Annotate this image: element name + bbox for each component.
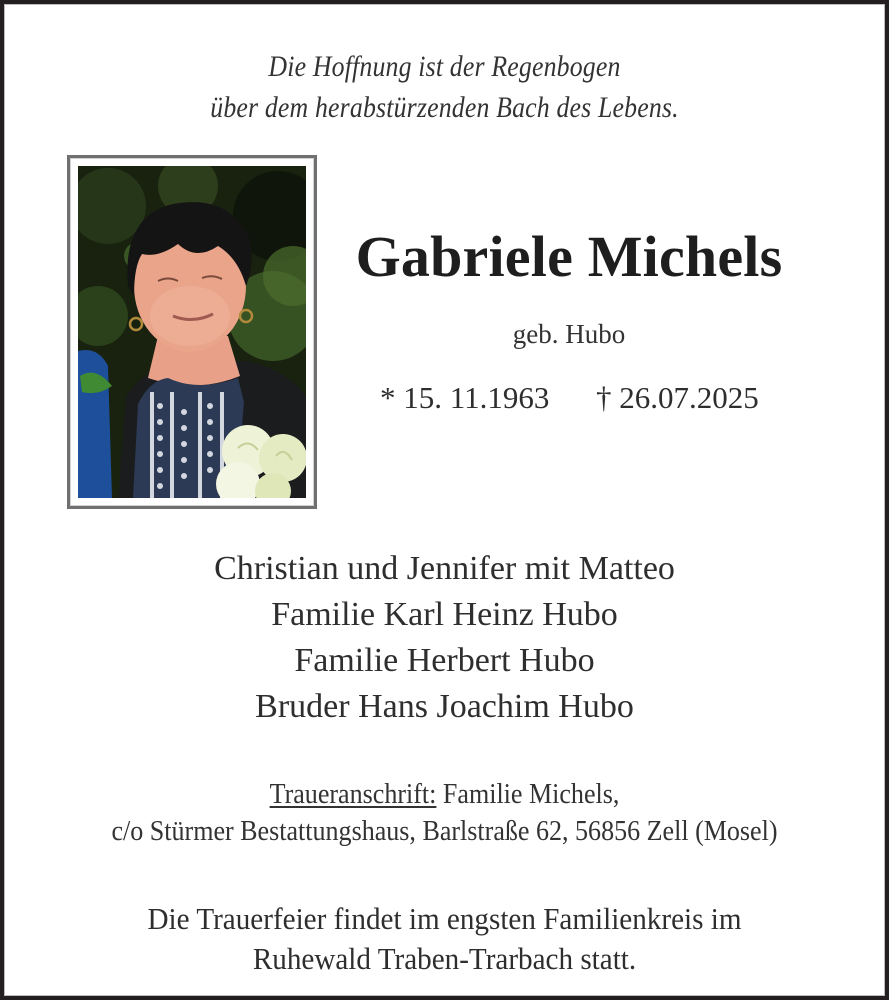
ceremony-line-1: Die Trauerfeier findet im engsten Familienkreis im [147, 901, 742, 936]
address-recipient: Familie Michels, [436, 779, 620, 810]
ceremony-info [30, 899, 858, 979]
address-line-2: c/o Stürmer Bestattungshaus, Barlstraße 62, 56856 Zell (Mosel) [111, 816, 778, 847]
motto-quote [66, 46, 824, 128]
mourners-list [4, 546, 885, 730]
motto-line-1: Die Hoffnung ist der Regenbogen [268, 50, 621, 83]
motto-line-2: über dem herabstürzenden Bach des Lebens. [210, 91, 679, 124]
maiden-name: geb. Hubo [512, 319, 626, 349]
birth-date: * 15. 11.1963 [380, 380, 550, 415]
mourner-item: Familie Karl Heinz Hubo [271, 596, 618, 633]
portrait-frame [67, 155, 317, 509]
address-label: Traueranschrift: [269, 779, 437, 810]
deceased-name: Gabriele Michels [355, 224, 783, 289]
mourning-address [35, 776, 854, 850]
ceremony-line-2: Ruhewald Traben-Trarbach statt. [252, 941, 637, 976]
mourner-item: Familie Herbert Hubo [294, 642, 595, 679]
address-line-1 [35, 776, 854, 813]
mourner-item: Christian und Jennifer mit Matteo [214, 550, 675, 587]
death-date: † 26.07.2025 [596, 380, 759, 415]
mourner-item: Bruder Hans Joachim Hubo [255, 688, 634, 725]
portrait-image-icon [78, 166, 306, 498]
portrait-photo [78, 166, 306, 498]
